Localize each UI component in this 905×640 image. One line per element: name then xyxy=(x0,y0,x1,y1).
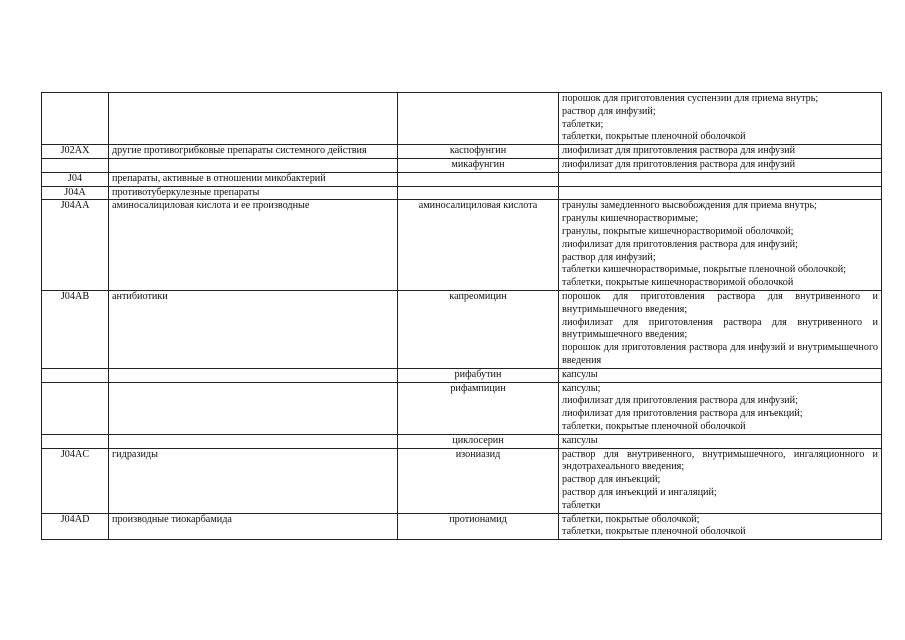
pharmacological-group-cell: антибиотики xyxy=(109,290,398,368)
drug-name-cell: рифампицин xyxy=(398,382,559,434)
dosage-form-line: раствор для инфузий; xyxy=(562,105,656,117)
atc-code-cell xyxy=(42,368,109,382)
pharmacological-group-cell xyxy=(109,368,398,382)
atc-code-cell: J04 xyxy=(42,172,109,186)
drug-classification-table xyxy=(41,92,882,540)
table-row xyxy=(42,513,882,540)
atc-code-cell: J04A xyxy=(42,186,109,200)
drug-name-cell xyxy=(398,172,559,186)
pharmacological-group-cell: производные тиокарбамида xyxy=(109,513,398,540)
dosage-form-line: таблетки кишечнорастворимые, покрытые пленочной оболочкой; xyxy=(562,264,846,276)
dosage-form-line: таблетки, покрытые пленочной оболочкой xyxy=(562,526,746,538)
drug-name-cell xyxy=(398,93,559,145)
dosage-form-line: капсулы xyxy=(562,434,598,446)
dosage-form-line: гранулы замедленного высвобождения для приема внутрь; xyxy=(562,200,817,212)
pharmacological-group-cell xyxy=(109,93,398,145)
atc-code-cell: J04AA xyxy=(42,200,109,291)
dosage-forms-cell xyxy=(559,200,882,291)
pharmacological-group-cell: аминосалициловая кислота и ее производные xyxy=(109,200,398,291)
table-body xyxy=(42,93,882,540)
drug-name-cell: циклосерин xyxy=(398,434,559,448)
pharmacological-group-cell: гидразиды xyxy=(109,448,398,513)
pharmacological-group-cell: противотуберкулезные препараты xyxy=(109,186,398,200)
dosage-forms-cell xyxy=(559,158,882,172)
dosage-forms-cell xyxy=(559,513,882,540)
pharmacological-group-cell: другие противогрибковые препараты системного действия xyxy=(109,145,398,159)
dosage-forms-cell xyxy=(559,93,882,145)
dosage-form-line: лиофилизат для приготовления раствора для внутривенного и внутримышечного введения; xyxy=(562,316,878,341)
table-row xyxy=(42,172,882,186)
dosage-forms-cell xyxy=(559,368,882,382)
dosage-form-line: таблетки; xyxy=(562,118,604,130)
table-row xyxy=(42,290,882,368)
dosage-form-line: капсулы xyxy=(562,368,598,380)
drug-name-cell: каспофунгин xyxy=(398,145,559,159)
drug-name-cell: микафунгин xyxy=(398,158,559,172)
dosage-form-line: раствор для инъекций и ингаляций; xyxy=(562,486,717,498)
atc-code-cell: J02AX xyxy=(42,145,109,159)
atc-code-cell xyxy=(42,382,109,434)
dosage-form-line: лиофилизат для приготовления раствора для инфузий; xyxy=(562,395,798,407)
drug-name-cell: протионамид xyxy=(398,513,559,540)
drug-name-cell: аминосалициловая кислота xyxy=(398,200,559,291)
dosage-form-line: гранулы кишечнорастворимые; xyxy=(562,213,699,225)
dosage-form-line: таблетки, покрытые оболочкой; xyxy=(562,513,700,525)
dosage-form-line: таблетки, покрытые кишечнорастворимой оболочкой xyxy=(562,277,794,289)
dosage-form-line: таблетки, покрытые пленочной оболочкой xyxy=(562,131,746,143)
dosage-form-line: раствор для внутривенного, внутримышечного, ингаляционного и эндотрахеального введения; xyxy=(562,448,878,473)
dosage-form-line: раствор для инъекций; xyxy=(562,474,661,486)
atc-code-cell: J04AB xyxy=(42,290,109,368)
dosage-forms-cell xyxy=(559,290,882,368)
table-row xyxy=(42,448,882,513)
atc-code-cell xyxy=(42,93,109,145)
atc-code-cell xyxy=(42,434,109,448)
dosage-forms-cell xyxy=(559,434,882,448)
table-row xyxy=(42,93,882,145)
atc-code-cell: J04AC xyxy=(42,448,109,513)
dosage-form-line: лиофилизат для приготовления раствора для инфузий; xyxy=(562,238,798,250)
dosage-form-line: порошок для приготовления раствора для инфузий и внутримышечного введения xyxy=(562,342,878,366)
pharmacological-group-cell xyxy=(109,158,398,172)
table-row xyxy=(42,368,882,382)
atc-code-cell xyxy=(42,158,109,172)
pharmacological-group-cell xyxy=(109,382,398,434)
table-row xyxy=(42,158,882,172)
dosage-form-line: таблетки, покрытые пленочной оболочкой xyxy=(562,420,746,432)
table-row xyxy=(42,186,882,200)
dosage-forms-cell xyxy=(559,448,882,513)
drug-name-cell: рифабутин xyxy=(398,368,559,382)
table-row xyxy=(42,434,882,448)
table-row xyxy=(42,145,882,159)
table-row xyxy=(42,200,882,291)
drug-name-cell xyxy=(398,186,559,200)
dosage-forms-cell xyxy=(559,382,882,434)
drug-name-cell: изониазид xyxy=(398,448,559,513)
drug-name-cell: капреомицин xyxy=(398,290,559,368)
table-row xyxy=(42,382,882,434)
dosage-form-line: раствор для инфузий; xyxy=(562,251,656,263)
dosage-form-line: лиофилизат для приготовления раствора для инъекций; xyxy=(562,408,803,420)
dosage-forms-cell xyxy=(559,186,882,200)
dosage-forms-cell xyxy=(559,172,882,186)
dosage-form-line: порошок для приготовления раствора для внутривенного и внутримышечного введения; xyxy=(562,290,878,315)
dosage-form-line: таблетки xyxy=(562,499,601,511)
atc-code-cell: J04AD xyxy=(42,513,109,540)
dosage-form-line: порошок для приготовления суспензии для приема внутрь; xyxy=(562,93,819,104)
pharmacological-group-cell: препараты, активные в отношении микобактерий xyxy=(109,172,398,186)
pharmacological-group-cell xyxy=(109,434,398,448)
dosage-form-line: лиофилизат для приготовления раствора для инфузий xyxy=(562,145,796,157)
dosage-form-line: гранулы, покрытые кишечнорастворимой оболочкой; xyxy=(562,225,794,237)
dosage-form-line: капсулы; xyxy=(562,382,601,394)
dosage-form-line: лиофилизат для приготовления раствора для инфузий xyxy=(562,158,796,170)
dosage-forms-cell xyxy=(559,145,882,159)
